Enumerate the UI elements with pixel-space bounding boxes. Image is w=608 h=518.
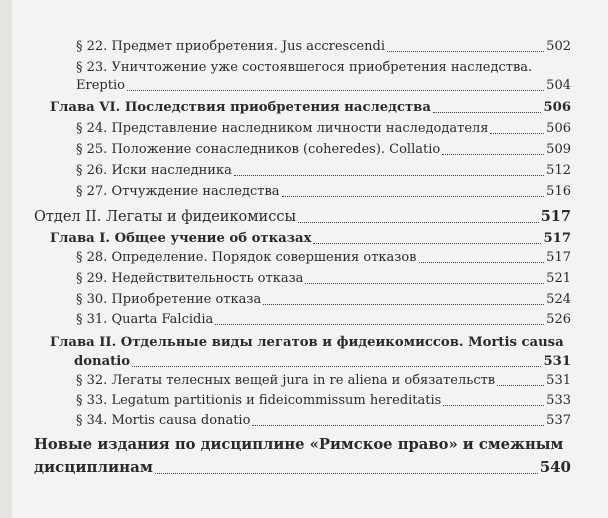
toc-entry-page: 531	[543, 354, 571, 369]
page-gutter	[0, 0, 12, 518]
toc-entry-page: 517	[540, 208, 571, 225]
toc-entry-chapter-1	[50, 229, 571, 248]
toc-entry-page: 521	[546, 271, 571, 286]
toc-entry-page: 516	[546, 184, 571, 199]
toc-entry-title: Новые издания по дисциплине «Римское право» и смежным	[34, 436, 564, 453]
toc-entry-title: § 23. Уничтожение уже состоявшегося приобретения наследства.	[76, 60, 533, 75]
dot-leader	[419, 262, 545, 263]
toc-entry-title: § 33. Legatum partitionis и fideicommissum hereditatis	[76, 393, 442, 408]
toc-entry-title: § 25. Положение сонаследников (coheredes). Collatio	[76, 142, 441, 157]
toc-entry-title: § 30. Приобретение отказа	[76, 292, 262, 307]
toc-entry-title: § 28. Определение. Порядок совершения отказов	[76, 250, 417, 265]
toc-entry-title: § 34. Mortis causa donatio	[76, 413, 251, 428]
toc-entry-page: 504	[546, 78, 571, 93]
toc-entry-page: 540	[539, 458, 571, 476]
dot-leader	[442, 154, 544, 155]
toc-entry-new-editions	[34, 434, 571, 478]
toc-entry-title: Глава VI. Последствия приобретения наследства	[50, 100, 431, 115]
toc-entry-section-2	[34, 207, 571, 227]
toc-entry-para-22	[76, 38, 571, 56]
toc-entry-title: Глава I. Общее учение об отказах	[50, 231, 312, 246]
toc-entry-page: 517	[546, 250, 571, 265]
toc-entry-page: 537	[546, 413, 571, 428]
toc-entry-title: § 22. Предмет приобретения. Jus accrescendi	[76, 39, 386, 54]
toc-entry-title: Глава II. Отдельные виды легатов и фидеикомиссов. Mortis causa	[50, 335, 564, 350]
toc-entry-page: 509	[546, 142, 571, 157]
toc-entry-chapter-6	[50, 98, 571, 117]
toc-entry-chapter-2	[50, 333, 571, 371]
dot-leader	[282, 196, 545, 197]
toc-entry-title-continued: дисциплинам	[34, 458, 153, 476]
dot-leader	[252, 425, 544, 426]
dot-leader	[443, 405, 544, 406]
toc-entry-para-26	[76, 162, 571, 180]
toc-entry-title: § 27. Отчуждение наследства	[76, 184, 280, 199]
toc-entry-para-24	[76, 120, 571, 138]
toc-entry-para-30	[76, 291, 571, 309]
dot-leader	[490, 133, 544, 134]
dot-leader	[155, 473, 538, 474]
toc-entry-para-31	[76, 311, 571, 329]
dot-leader	[298, 222, 539, 223]
dot-leader	[313, 243, 541, 244]
toc-entry-title: § 31. Quarta Falcidia	[76, 312, 214, 327]
dot-leader	[305, 283, 544, 284]
toc-entry-para-32	[76, 372, 571, 390]
toc-entry-page: 512	[546, 163, 571, 178]
toc-entry-para-34	[76, 412, 571, 430]
toc-entry-page: 533	[546, 393, 571, 408]
toc-entry-para-25	[76, 141, 571, 159]
toc-entry-title: § 32. Легаты телесных вещей jura in re aliena и обязательств	[76, 373, 496, 388]
toc-entry-title: § 26. Иски наследника	[76, 163, 232, 178]
toc-entry-para-27	[76, 183, 571, 201]
toc-entry-page: 506	[546, 121, 571, 136]
toc-entry-title: § 24. Представление наследником личности наследодателя	[76, 121, 489, 136]
toc-entry-para-28	[76, 249, 571, 267]
toc-entry-page: 524	[546, 292, 571, 307]
toc-entry-page: 526	[546, 312, 571, 327]
dot-leader	[433, 112, 542, 113]
toc-entry-page: 506	[543, 100, 571, 115]
toc-entry-page: 531	[546, 373, 571, 388]
dot-leader	[234, 175, 544, 176]
dot-leader	[497, 385, 544, 386]
toc-entry-para-29	[76, 270, 571, 288]
dot-leader	[132, 366, 541, 367]
dot-leader	[387, 51, 544, 52]
toc-entry-title: § 29. Недействительность отказа	[76, 271, 304, 286]
dot-leader	[215, 324, 544, 325]
toc-entry-title: Отдел II. Легаты и фидеикомиссы	[34, 209, 296, 225]
toc-entry-para-33	[76, 392, 571, 410]
toc-entry-page: 502	[546, 39, 571, 54]
dot-leader	[127, 90, 544, 91]
toc-entry-page: 517	[543, 231, 571, 246]
toc-entry-title-continued: donatio	[74, 354, 131, 369]
toc-entry-title-continued: Ereptio	[76, 78, 125, 93]
dot-leader	[263, 304, 544, 305]
toc-entry-para-23	[76, 59, 571, 95]
